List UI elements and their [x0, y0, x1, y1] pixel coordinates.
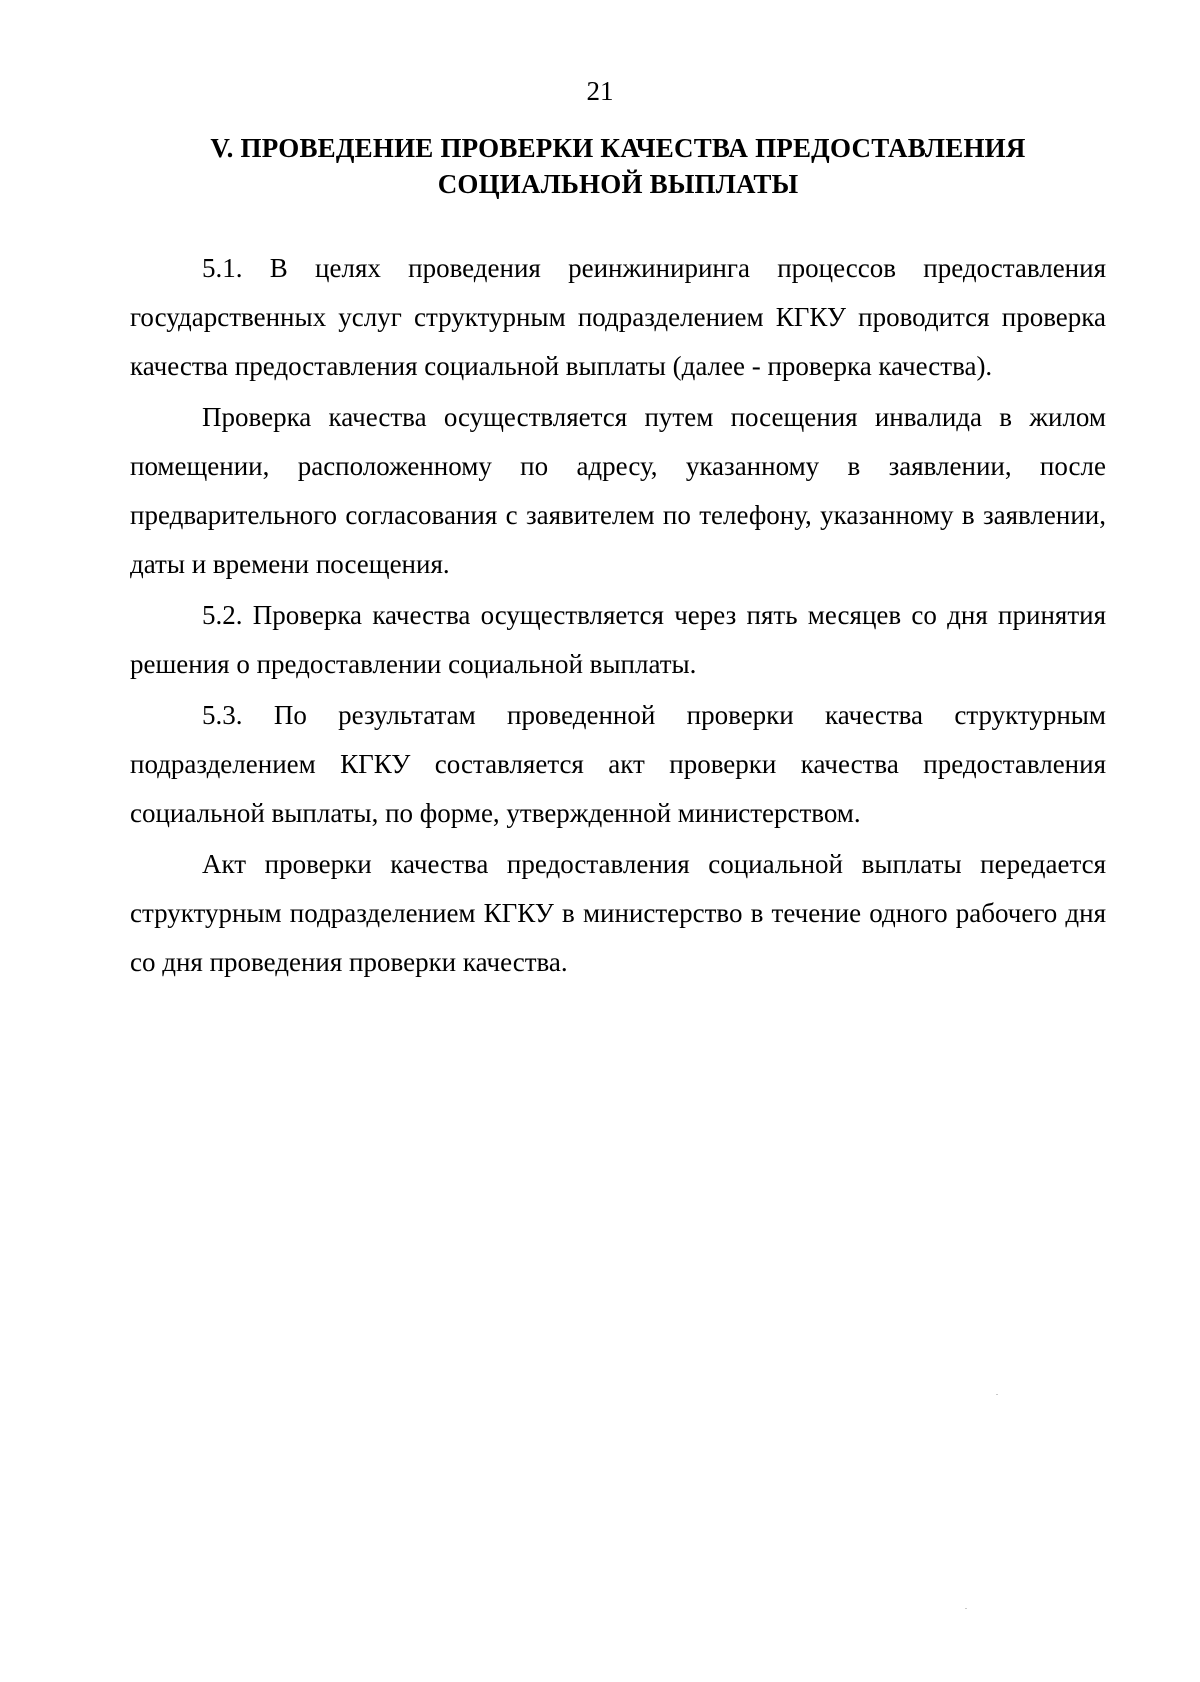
scan-speck — [996, 1394, 998, 1395]
paragraph-5-1: 5.1. В целях проведения реинжиниринга процессов предоставления государственных услуг структурным подразделением КГКУ проводится проверка качества предоставления социальной выплаты (далее - проверка качества). — [130, 253, 1106, 381]
paragraph-5-3: 5.3. По результатам проведенной проверки качества структурным подразделением КГКУ составляется акт проверки качества предоставления социальной выплаты, по форме, утвержденной министерством. — [130, 700, 1106, 828]
section-title-line-2: СОЦИАЛЬНОЙ ВЫПЛАТЫ — [437, 169, 799, 199]
paragraph-5-3-transfer: Акт проверки качества предоставления социальной выплаты передается структурным подразделением КГКУ в министерство в течение одного рабочего дня со дня проведения проверки качества. — [130, 849, 1106, 977]
paragraph-5-2: 5.2. Проверка качества осуществляется через пять месяцев со дня принятия решения о предоставлении социальной выплаты. — [130, 600, 1106, 679]
page-number: 21 — [586, 76, 614, 106]
section-title — [130, 130, 1106, 202]
scan-speck — [965, 1608, 967, 1609]
section-title-line-1: V. ПРОВЕДЕНИЕ ПРОВЕРКИ КАЧЕСТВА ПРЕДОСТАВЛЕНИЯ — [210, 133, 1026, 163]
section-body — [130, 244, 1106, 989]
paragraph-5-1-visit: Проверка качества осуществляется путем посещения инвалида в жилом помещении, расположенному по адресу, указанному в заявлении, после предварительного согласования с заявителем по телефону, указанному в заявлении, даты и времени посещения. — [130, 402, 1106, 579]
